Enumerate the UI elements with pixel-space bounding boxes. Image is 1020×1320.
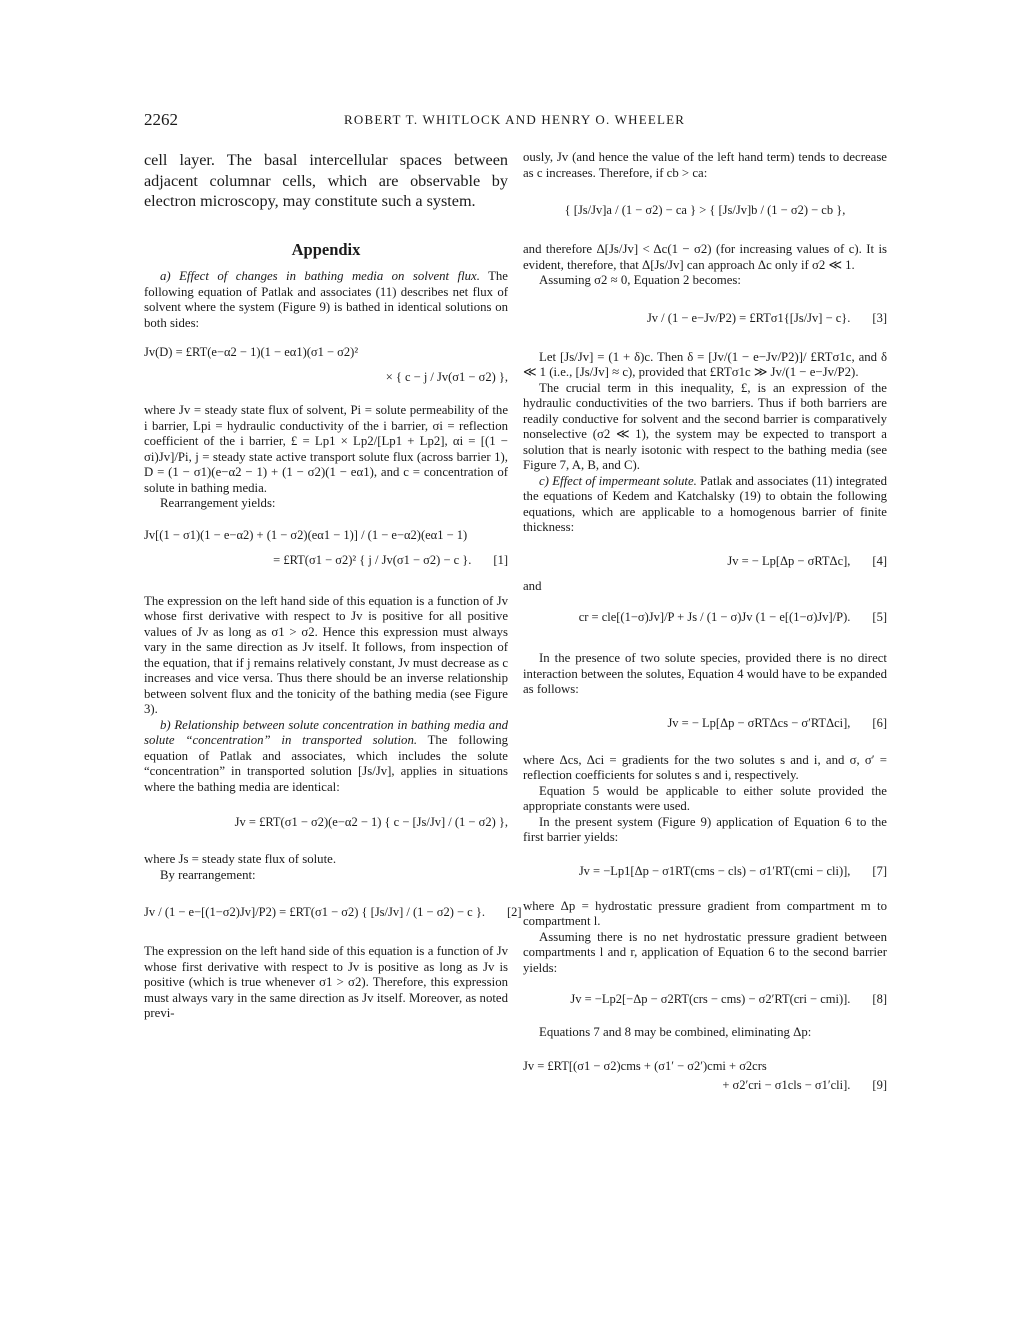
section-b-text: The following equation of Patlak and associates, which includes the solute “concentration” in transported solution [Js/Jv], applies in situations where the bathing media are identical:: [144, 733, 508, 794]
by-rearrangement: By rearrangement:: [160, 867, 256, 882]
rearrangement-text: Rearrangement yields:: [160, 496, 276, 510]
equation-jv-d-cont: × { c − j / Jv(σ1 − σ2) },: [385, 370, 508, 384]
section-c-title: c) Effect of impermeant solute.: [539, 473, 697, 488]
section-a-paragraph: [144, 269, 508, 331]
no-gradient-paragraph: Assuming there is no net hydrostatic pressure gradient between compartments l and r, application of Equation 6 to the second barrier yields:: [523, 929, 887, 975]
paragraph-expression-2: The expression on the left hand side of this equation is a function of Jv whose first derivative with respect to Jv is positive as long as Jv is positive (which is true whenever σ1 > σ2). Therefore, this expression must always vary in the same direction as Jv itself. Moreover, as noted previ-: [144, 944, 508, 1020]
equation-6-number: [6]: [872, 715, 887, 730]
left-column: [144, 150, 522, 1022]
page-header: [144, 110, 700, 132]
two-solutes-paragraph: In the presence of two solute species, provided there is no direct interaction between the solutes, Equation 4 would have to be expanded as follows:: [523, 651, 887, 696]
assuming-text: Assuming σ2 ≈ 0, Equation 2 becomes:: [539, 273, 741, 287]
inequality: { [Js/Jv]a / (1 − σ2) − ca } > { [Js/Jv]b / (1 − σ2) − cb },: [564, 203, 846, 217]
page-number: 2262: [144, 110, 178, 129]
paragraph-expression-1: The expression on the left hand side of this equation is a function of Jv whose first derivative with respect to Jv is positive for all positive values of Jv as long as σ1 > σ2. Hence this expression must always vary in the same direction as Jv itself. It follows, from inspection of the equation, that if j remains relatively constant, Jv must decrease as c increases and vice versa. Thus there should be an inverse relationship between solvent flux and the tonicity of the bathing media (see Figure 3).: [144, 593, 508, 716]
equation-jv-b: Jv = £RT(σ1 − σ2)(e−α2 − 1) { c − [Js/Jv] / (1 − σ2) },: [234, 815, 508, 829]
equation-5-number: [5]: [872, 610, 887, 624]
equation-9: Jv = £RT[(σ1 − σ2)cms + (σ1′ − σ2′)cmi + σ2crs: [523, 1058, 767, 1073]
hydrostatic-definition: where Δp = hydrostatic pressure gradient from compartment m to compartment l.: [523, 898, 887, 928]
section-b-title: b) Relationship between solute concentration in bathing media and solute “concentration” in transported solution.: [144, 717, 508, 747]
section-a-title: a) Effect of changes in bathing media on solvent flux.: [160, 269, 480, 283]
equation-7-number: [7]: [872, 863, 887, 878]
js-definition: where Js = steady state flux of solute.: [144, 852, 337, 866]
equation-4-number: [4]: [872, 553, 887, 568]
equation-3: Jv / (1 − e−Jv/P2) = £RTσ1{[Js/Jv] − c}. [3]: [646, 310, 887, 325]
crucial-term-paragraph: The crucial term in this inequality, £, is an expression of the hydraulic conductivities of the two barriers. Thus if both barriers are readily conductive for solvent and the second barrier is comparatively nonselective (σ2 ≪ 1), the system may be expected to transport a solution that is nearly isotonic with respect to the bathing media (see Figure 7, A, B, and C).: [523, 380, 887, 472]
continuation-paragraph: ously, Jv (and hence the value of the left hand term) tends to decrease as c increases. Therefore, if cb > ca:: [523, 150, 887, 180]
appendix-heading: Appendix: [291, 239, 361, 259]
section-b-paragraph: [144, 718, 508, 796]
section-c-paragraph: [523, 474, 887, 536]
right-column: [523, 150, 887, 1093]
and-text: and: [523, 578, 542, 593]
equation-4: Jv = − Lp[Δp − σRTΔc], [4]: [727, 553, 887, 568]
running-head: ROBERT T. WHITLOCK AND HENRY O. WHEELER: [344, 112, 686, 127]
equation-8-number: [8]: [872, 992, 887, 1006]
equation-7: Jv = −Lp1[Δp − σ1RT(cms − cls) − σ1′RT(cmi − cli)], [7]: [578, 863, 887, 878]
section-a-text: The following equation of Patlak and associates (11) describes net flux of solvent where the system (Figure 9) is bathed in identical solutions on both sides:: [144, 269, 508, 330]
gradients-paragraph: where Δcs, Δci = gradients for the two solutes s and i, and σ, σ′ = reflection coefficients for solutes s and i, respectively.: [523, 752, 887, 782]
equation-2-number: [2]: [507, 905, 522, 919]
equation-1-lhs: Jv[(1 − σ1)(1 − e−α2) + (1 − σ2)(eα1 − 1)] / (1 − e−α2)(eα1 − 1): [144, 527, 468, 542]
combine-text: Equations 7 and 8 may be combined, eliminating Δp:: [539, 1025, 812, 1039]
equation-5-applicability: Equation 5 would be applicable to either solute provided the appropriate constants were used.: [523, 783, 887, 813]
equation-1-number: [1]: [493, 552, 508, 567]
equation-6: Jv = − Lp[Δp − σRTΔcs − σ′RTΔci], [6]: [667, 715, 887, 730]
let-paragraph: Let [Js/Jv] = (1 + δ)c. Then δ = [Jv/(1 − e−Jv/P2)]/ £RTσ1c, and δ ≪ 1 (i.e., [Js/Jv] ≈ c), provided that £RTσ1c ≫ Jv/(1 − e−Jv/P2).: [523, 349, 887, 379]
equation-jv-d: Jv(D) = £RT(e−α2 − 1)(1 − eα1)(σ1 − σ2)²: [144, 345, 359, 359]
and-therefore-paragraph: and therefore Δ[Js/Jv] < Δc(1 − σ2) (for increasing values of c). It is evident, therefore, that Δ[Js/Jv] can approach Δc only if σ2 ≪ 1.: [523, 242, 887, 272]
equation-9-number: [9]: [872, 1077, 887, 1092]
equation-5: cr = cle[(1−σ)Jv]/P + Js / (1 − σ)Jv (1 − e[(1−σ)Jv]/P). [5]: [578, 610, 887, 624]
equation-1-rhs: = £RT(σ1 − σ2)² { j / Jv(σ1 − σ2) − c }. [1]: [273, 552, 508, 567]
definitions-paragraph: where Jv = steady state flux of solvent, Pi = solute permeability of the i barrier, Lpi = hydraulic conductivity of the i barrier, σi = reflection coefficient of the i barrier, £ = Lp1 × Lp2/[Lp1 + Lp2], αi = [(1 − σi)Jv]/Pi, j = steady state active transport solute flux (across barrier 1), D = (1 − σ1)(e−α2 − 1) + (1 − σ2)(1 − eα1), and c = concentration of solute in bathing media.: [144, 403, 508, 495]
section-c-text: Patlak and associates (11) integrated the equations of Kedem and Katchalsky (19) to obtain the following equations, which are applicable to a homogenous barrier of finite thickness:: [523, 473, 888, 534]
equation-8: Jv = −Lp2[−Δp − σ2RT(crs − cms) − σ2′RT(cri − cmi)]. [8]: [570, 992, 887, 1006]
intro-paragraph: cell layer. The basal intercellular spaces between adjacent columnar cells, which are observable by electron microscopy, may constitute such a system.: [144, 151, 508, 210]
equation-2: Jv / (1 − e−[(1−σ2)Jv]/P2) = £RT(σ1 − σ2) { [Js/Jv] / (1 − σ2) − c }. [2]: [144, 905, 522, 919]
equation-9-cont: + σ2′cri − σ1cls − σ1′cli]. [9]: [722, 1077, 887, 1092]
present-system-paragraph: In the present system (Figure 9) application of Equation 6 to the first barrier yields:: [523, 814, 887, 844]
equation-3-number: [3]: [872, 310, 887, 325]
